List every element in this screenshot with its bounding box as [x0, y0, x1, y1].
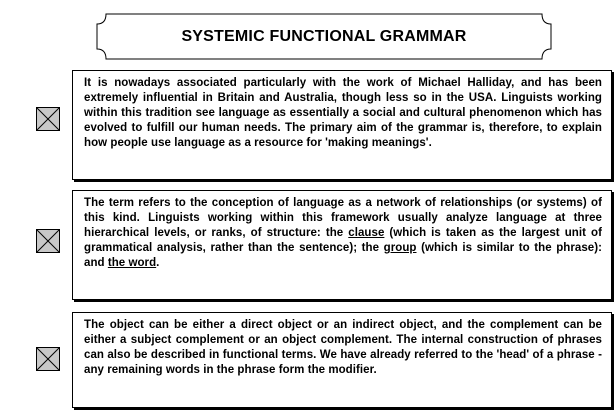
text-panel-3: [72, 312, 612, 408]
text-panel-1: [72, 70, 612, 180]
crossed-box-icon[interactable]: [36, 347, 60, 371]
panel-2-text-part-3: (which is similar to the phrase): and: [84, 242, 602, 269]
panel-2-text-part-2: (which is taken as the largest unit of grammatical analysis, rather than the sentence); the: [84, 227, 602, 254]
term-word: the word: [107, 257, 157, 269]
panel-2-text: [84, 196, 602, 271]
panel-2-text-part-1: The term refers to the conception of language as a network of relationships (or systems) of this kind. Linguists working within this framework usually analyze language at three hierarchical levels, or ranks, of structure: the: [84, 197, 602, 239]
panel-1-text: It is nowadays associated particularly with the work of Michael Halliday, and has been extremely influential in Britain and Australia, though less so in the USA. Linguists working within this tradition see language as essentially a social and cultural phenomenon which has evolved to fulfill our human needs. The primary aim of the grammar is, therefore, to explain how people use language as a resource for 'making meanings'.: [84, 77, 602, 149]
page-title: SYSTEMIC FUNCTIONAL GRAMMAR: [181, 27, 467, 45]
text-panel-2: [72, 190, 612, 300]
title-banner: [96, 13, 552, 60]
crossed-box-icon[interactable]: [36, 107, 60, 131]
crossed-box-icon[interactable]: [36, 229, 60, 253]
panel-3-text: The object can be either a direct object or an indirect object, and the complement can be either a subject complement or an object complement. The internal construction of phrases can also be described in functional terms. We have already referred to the 'head' of a phrase - any remaining words in the phrase form the modifier.: [84, 319, 602, 376]
term-group: group: [383, 242, 417, 254]
term-clause: clause: [348, 227, 385, 239]
panel-2-text-part-4: .: [156, 257, 160, 269]
